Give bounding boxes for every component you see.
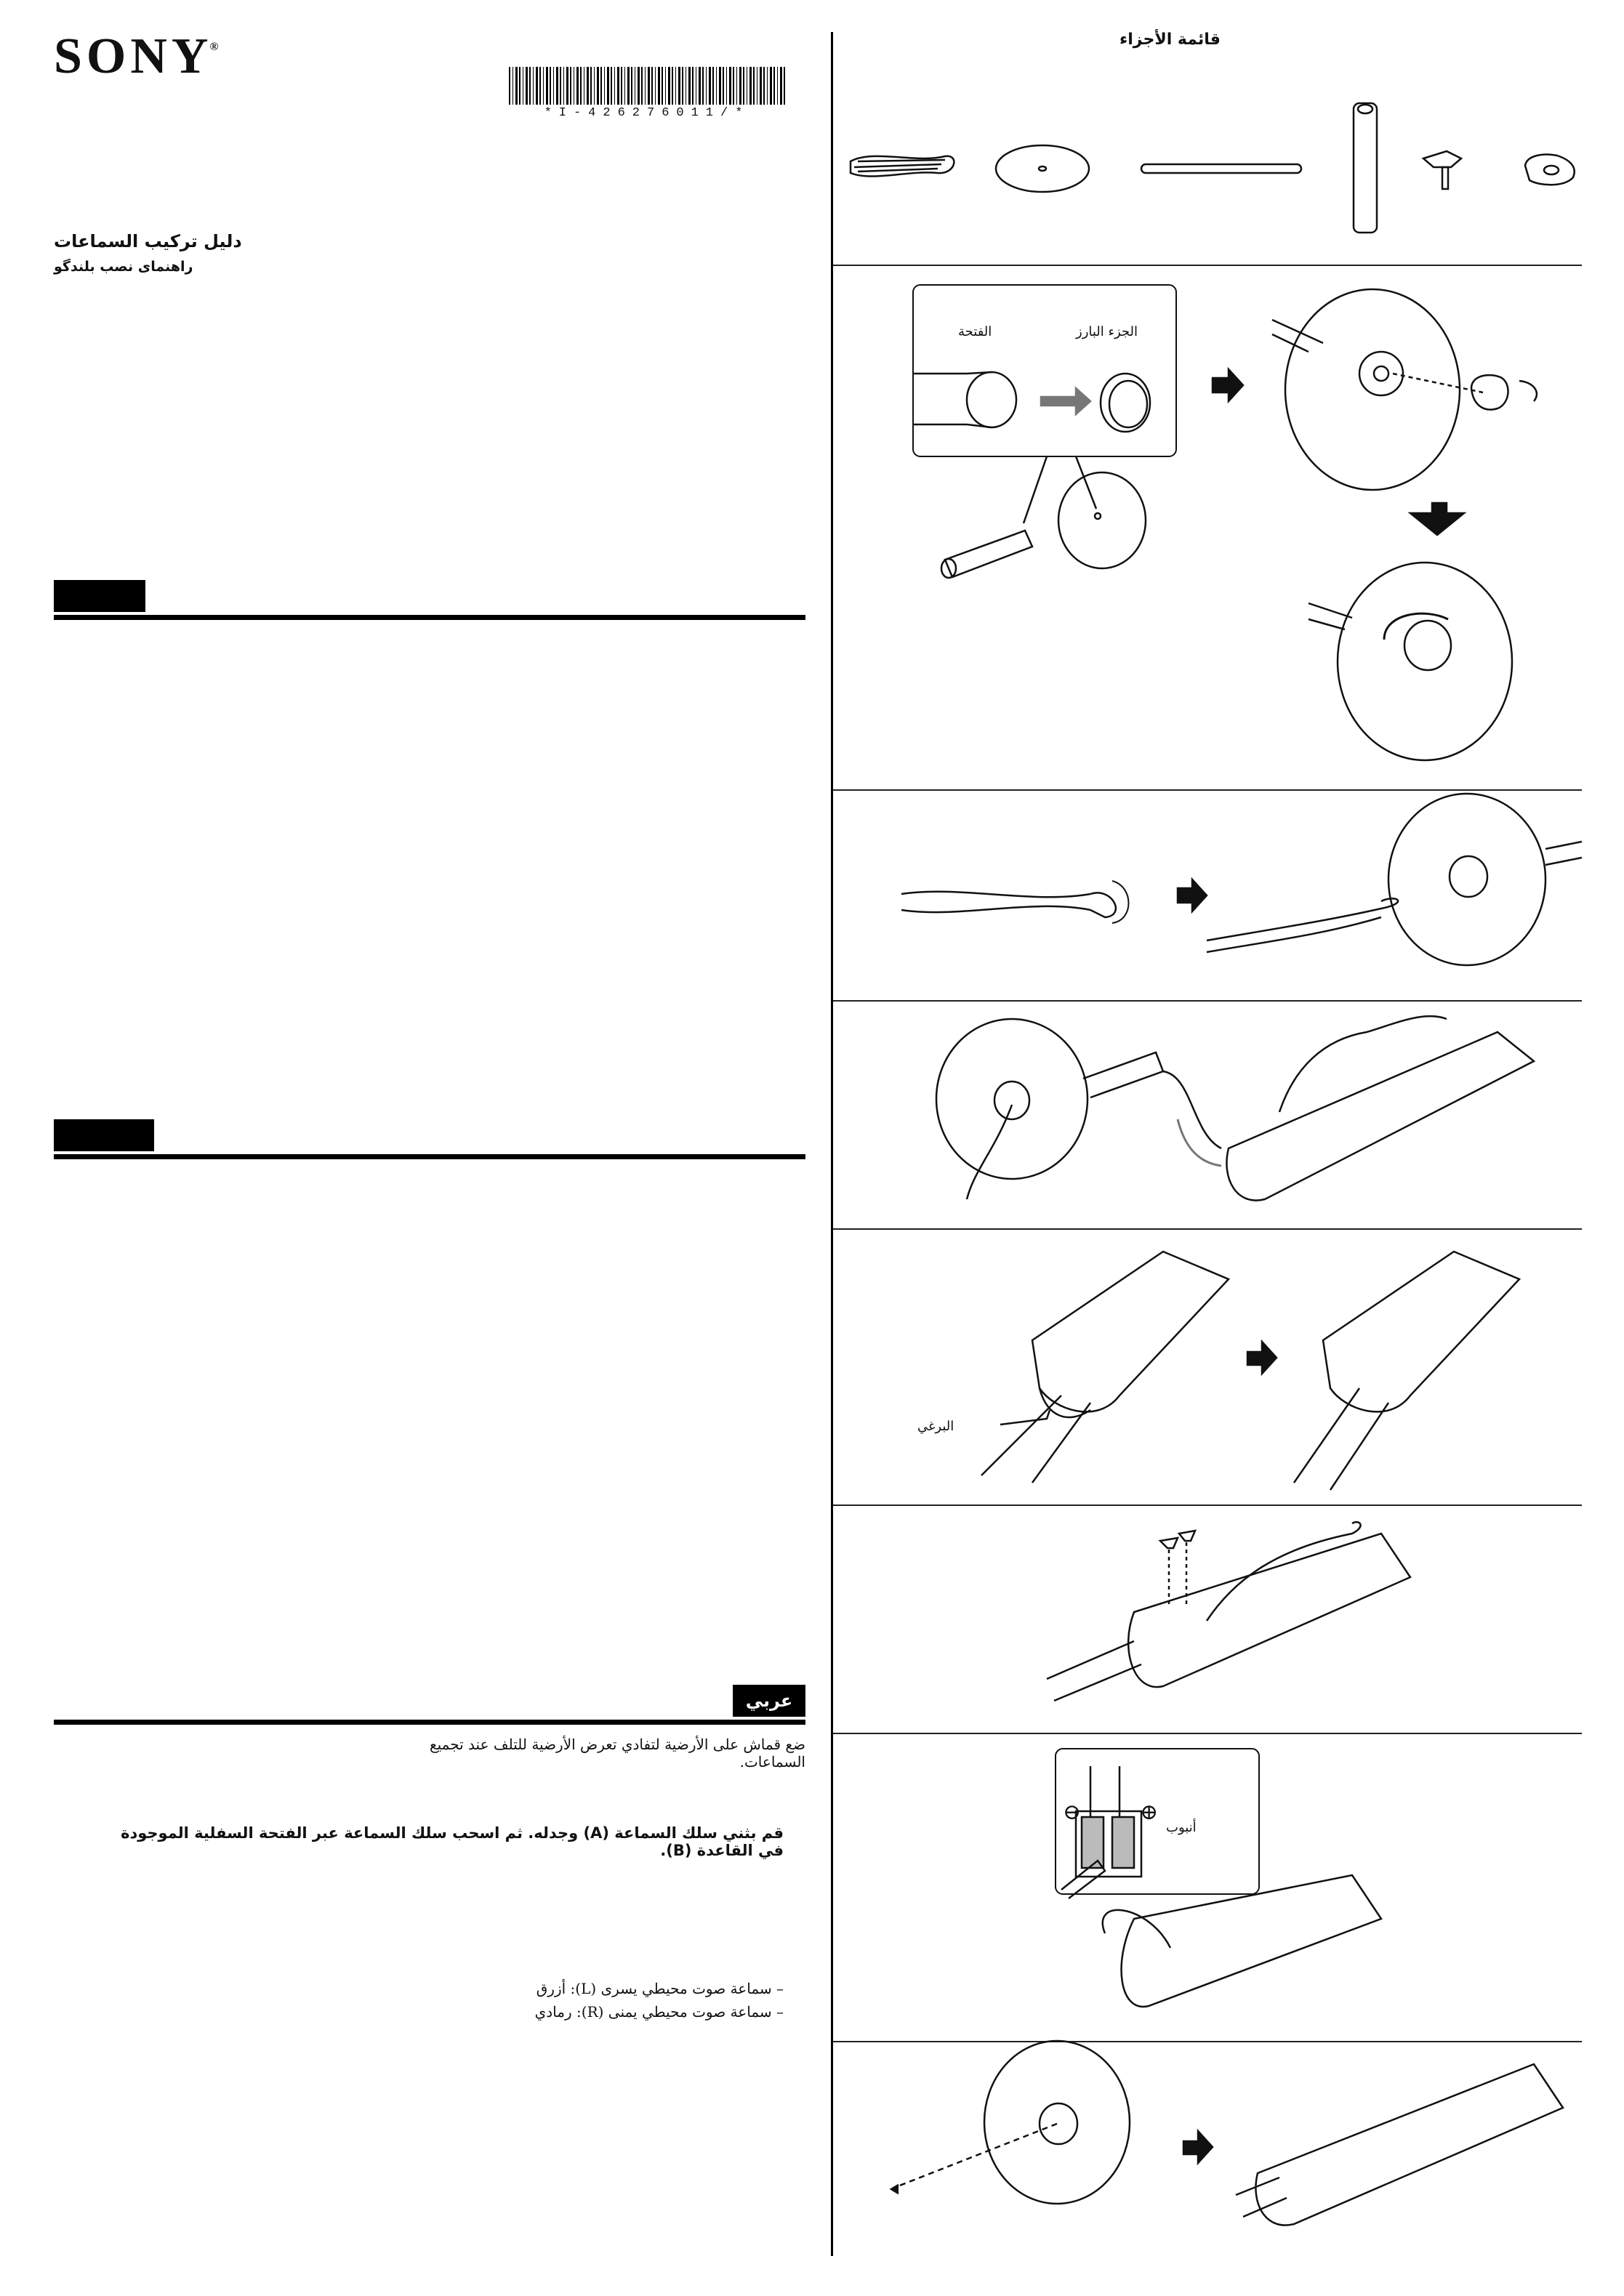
intro-text: ضع قماش على الأرضية لتفادي تعرض الأرضية للتلف عند تجميع السماعات.: [429, 1736, 805, 1771]
step-heading: قم بثني سلك السماعة (A) وجدله. ثم اسحب سلك السماعة عبر الفتحة السفلية الموجودة في القاعدة (B).: [121, 1824, 784, 1859]
persian-title: راهنمای نصب بلندگو: [54, 259, 193, 275]
speaker-cable-icon: [851, 156, 954, 177]
panel-pull-cable: [891, 2041, 1563, 2225]
panel-connect-terminal: [1056, 1749, 1381, 2007]
panel-screws: [1047, 1522, 1410, 1701]
language-tab-arabic: عربي: [733, 1685, 805, 1717]
sony-logo: SONY®: [54, 28, 223, 84]
label-screw: البرغي: [917, 1419, 954, 1434]
terminal-plus-icon: ⊕: [1140, 1800, 1159, 1825]
bullet-right-speaker: – سماعة صوت محيطي يمنى (R): رمادي: [534, 2003, 784, 2021]
panel-assemble-base: [913, 285, 1537, 760]
pole-icon: [1354, 103, 1377, 233]
panel-insert-tube: [981, 1252, 1519, 1490]
bolt-icon: [1423, 151, 1461, 189]
knob-icon: [1525, 155, 1575, 185]
parts-list-title: قائمة الأجزاء: [1119, 31, 1221, 49]
label-hole: الفتحة: [958, 324, 992, 339]
base-plate-icon: [996, 145, 1089, 192]
barcode-text: *I-426276011/*: [544, 106, 750, 120]
bullet-left-speaker: – سماعة صوت محيطي يسرى (L): أزرق: [536, 1980, 784, 1997]
terminal-minus-icon: ⊖: [1063, 1800, 1082, 1825]
label-protrusion: الجزء البارز: [1076, 324, 1138, 339]
rod-icon: [1141, 164, 1301, 173]
label-tube: أنبوب: [1166, 1820, 1197, 1835]
panel-route-cable: [936, 1016, 1534, 1201]
arabic-title: دليل تركيب السماعات: [54, 231, 242, 251]
parts-list-figure: [851, 103, 1575, 233]
panel-twist-cable: [901, 794, 1582, 965]
